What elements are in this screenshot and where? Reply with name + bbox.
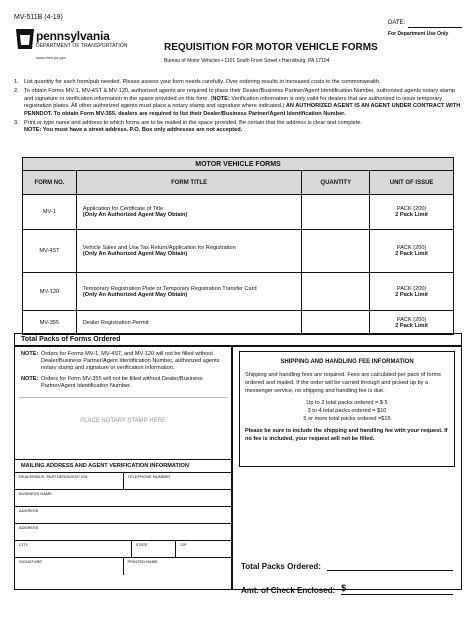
- field-row: [15, 558, 231, 575]
- logo-url: www.dmv.pa.gov: [36, 55, 66, 60]
- page-title: REQUISITION FOR MOTOR VEHICLE FORMS: [164, 42, 378, 53]
- dept-use-only-label: For Department Use Only: [388, 31, 449, 37]
- total-packs-line: Total Packs Ordered:: [241, 553, 453, 571]
- shipping-fee-box: [239, 351, 455, 467]
- instruction-item: 2. To obtain Forms MV-1, MV-4ST & MV-120, authorized agents are required to place their Dealer/Business Partner/Agent Identification Number, authorized agents notary stamp and signature or verification information in the space provided on this form. (NOTE: Verification information is only valid for dealers that are authorized to issue temporary registration plates. All other authorized agents must place a notary stamp and signature where indicated.) AN AUTHORIZED AGENT IS AN AGENT UNDER CONTRACT WITH PENNDOT. To obtain Form MV-355, dealers are required to list their Dealer/Business Partner/Agent Identification Number.: [14, 88, 461, 117]
- notes-and-mailing-section: [14, 346, 232, 590]
- motor-vehicle-forms-table: [22, 157, 454, 335]
- fee-list: Up to 2 total packs ordered = $ 5 3 to 4 total packs ordered = $10 5 or more total packs ordered =$15: [303, 400, 391, 422]
- table-row: MV-355 Dealer Registration Permit PACK (200) 2 Pack Limit: [23, 311, 454, 335]
- shipping-warning: Please be sure to include the shipping and handling fee with your request. If no fee is included, your request will not be filled.: [245, 428, 448, 442]
- table-caption: MOTOR VEHICLE FORMS: [23, 158, 454, 171]
- table-row: MV-120 Temporary Registration Plate or Temporary Registration Transfer Card (Only An Authorized Agent May Obtain) PACK (200) 2 Pack Limit: [23, 273, 454, 311]
- field-row: [15, 524, 231, 541]
- instructions-list: [14, 79, 462, 137]
- address-field-1[interactable]: ADDRESS: [19, 508, 39, 514]
- keystone-logo-icon: [14, 27, 36, 51]
- date-label: DATE:: [388, 20, 406, 26]
- table-row: MV-4ST Vehicle Sales and Use Tax Return/Application for Registration (Only An Authorized Agent May Obtain) PACK (200) 2 Pack Limit: [23, 230, 454, 273]
- notes-block: NOTE: Orders for Forms MV-1, MV-4ST, and MV-120 will not be filled without Dealer/Business Partner/Agent Identification Number, authorized agents notary stamp and signature or verification information. NOTE: Orders for Form MV-355 will not be filled without Dealer/Business Partner/Agent Identification Number.: [21, 351, 220, 389]
- total-packs-bar: Total Packs of Forms Ordered: [14, 333, 462, 346]
- field-row: [15, 490, 231, 507]
- quantity-input-mv1[interactable]: [302, 195, 370, 230]
- date-field[interactable]: [408, 27, 462, 28]
- check-amount-line: Amt. of Check Enclosed: $: [241, 577, 453, 595]
- instruction-item: 3. Print or type name and address to which forms are to be mailed in the space provided. Be certain that the address is clear and complete. NOTE: You must have a street address. P.O. Box only addresses are not accepted.: [14, 120, 362, 134]
- header-unit: UNIT OF ISSUE: [370, 171, 454, 195]
- business-name-field[interactable]: BUSINESS NAME: [19, 491, 52, 497]
- city-field[interactable]: CITY: [15, 541, 132, 557]
- state-field[interactable]: STATE: [132, 541, 177, 557]
- signature-field[interactable]: SIGNATURE: [15, 558, 124, 575]
- header-form-title: FORM TITLE: [76, 171, 301, 195]
- quantity-input-mv355[interactable]: [302, 311, 370, 335]
- bureau-address: Bureau of Motor Vehicles • 1101 South Front Street • Harrisburg, PA 17104: [164, 58, 330, 64]
- field-row: [15, 473, 231, 490]
- header-quantity: QUANTITY: [302, 171, 370, 195]
- quantity-input-mv4st[interactable]: [302, 230, 370, 273]
- logo-dept: DEPARTMENT OF TRANSPORTATION: [36, 43, 128, 49]
- mailing-header: MAILING ADDRESS AND AGENT VERIFICATION INFORMATION: [15, 459, 231, 473]
- printed-name-field[interactable]: PRINTED NAME: [127, 559, 158, 565]
- header-form-no: FORM NO.: [23, 171, 77, 195]
- zip-field[interactable]: ZIP: [180, 542, 187, 548]
- dealer-id-field[interactable]: DEALER/BUS. PARTNER/AGENT ID#: [15, 473, 124, 489]
- quantity-input-mv120[interactable]: [302, 273, 370, 311]
- shipping-and-totals-section: [232, 346, 462, 595]
- instruction-item: 1. List quantity for each form/pub needed. Please assess your form needs carefully. Over ordering results in increased costs to the commonwealth.: [14, 79, 381, 85]
- form-id: MV-511B (4-19): [14, 14, 63, 21]
- telephone-field[interactable]: TELEPHONE NUMBER: [127, 474, 171, 480]
- field-row: [15, 507, 231, 524]
- notary-stamp-area[interactable]: PLACE NOTARY STAMP HERE: [19, 397, 227, 451]
- logo-name: pennsylvania: [36, 29, 110, 43]
- check-amount-field[interactable]: $: [341, 583, 453, 595]
- shipping-title: SHIPPING AND HANDLING FEE INFORMATION: [280, 359, 414, 365]
- address-field-2[interactable]: ADDRESS: [19, 525, 39, 531]
- total-packs-field[interactable]: [327, 559, 453, 571]
- field-row: [15, 541, 231, 558]
- shipping-text: Shipping and handling fees are required. Fees are calculated per pack of forms ordered and mailed. If the order will be carried through and picked up by a messenger service, no shipping and handling fee is due.: [245, 372, 441, 394]
- table-row: MV-1 Application for Certificate of Title (Only An Authorized Agent May Obtain) PACK (200) 2 Pack Limit: [23, 195, 454, 230]
